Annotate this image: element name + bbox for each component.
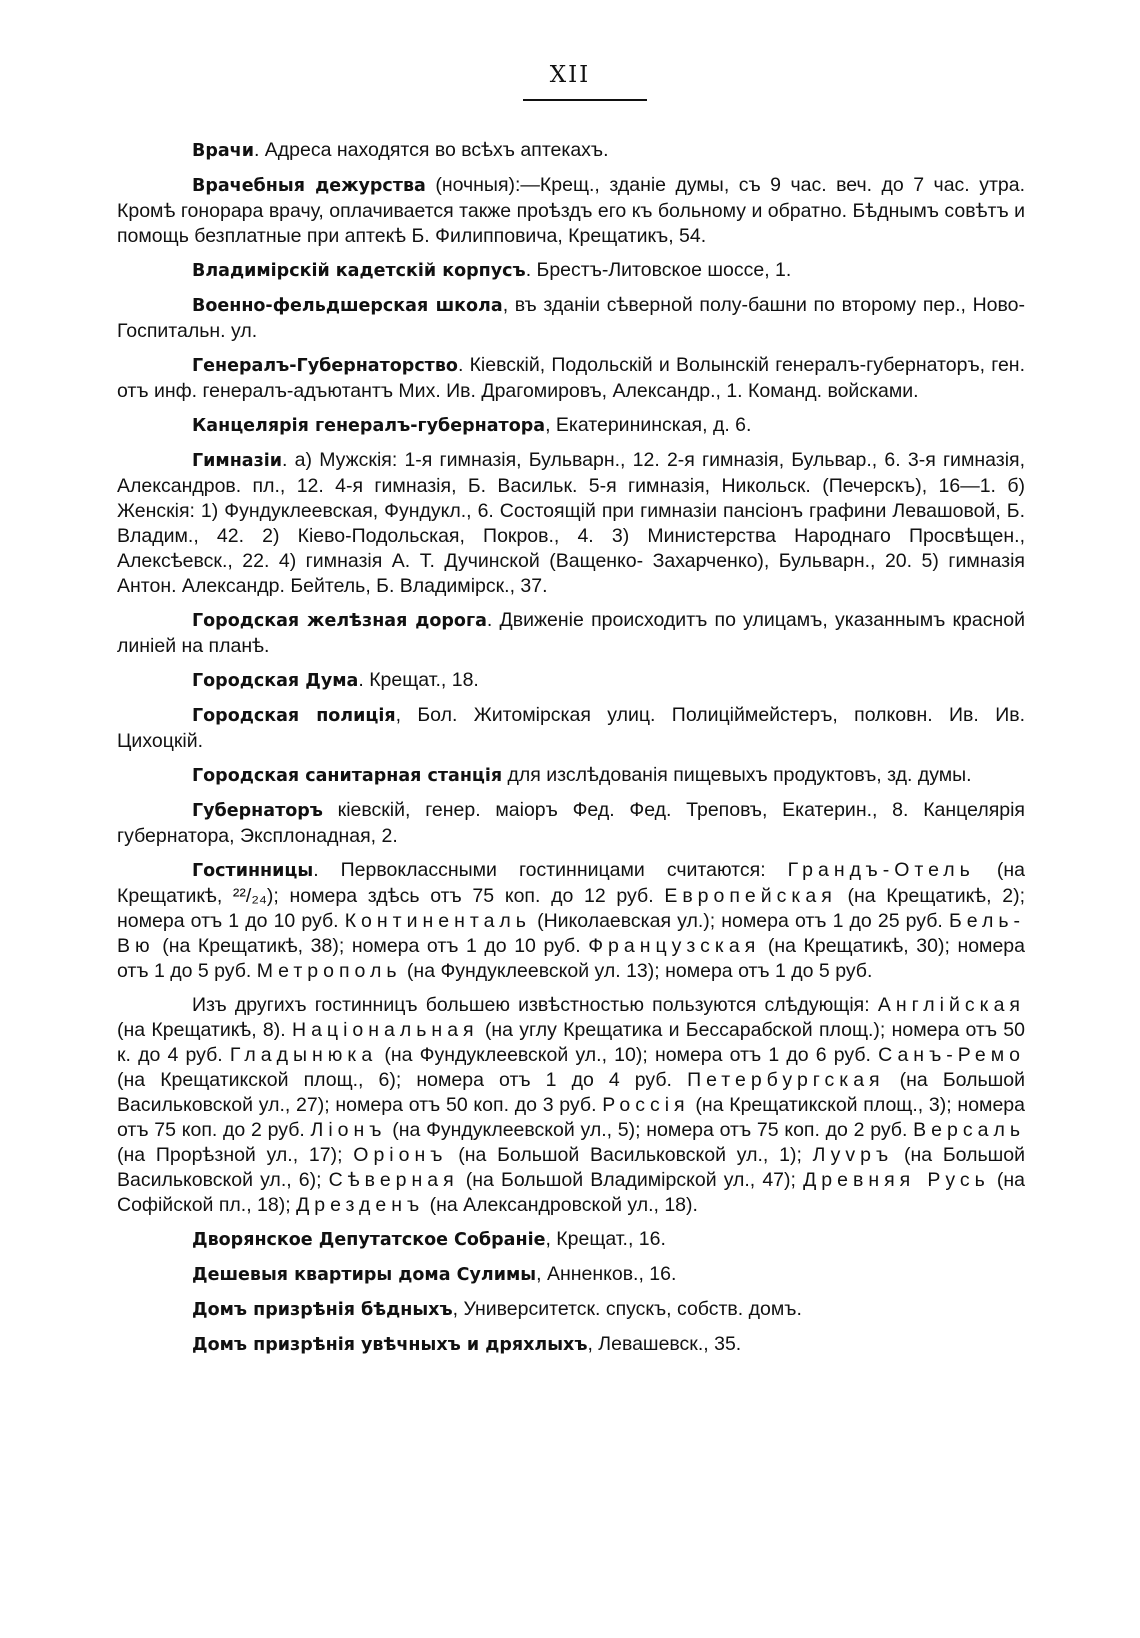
entry-text: (на Крещатикской площ., 6); номера отъ 1 до 4 руб. bbox=[117, 1069, 688, 1091]
entry-text: . Кіевскій, Подольскій и Волынскій генералъ-губернаторъ, ген. отъ инф. генералъ-адъютантъ Мих. Ив. Драгомировъ, Александр., 1. Команд. войсками. bbox=[117, 354, 1025, 402]
entry-text: (на Прорѣзной ул., 17); bbox=[117, 1144, 354, 1166]
entry-text: (на Крещатикѣ, 38); номера отъ 1 до 10 руб. bbox=[154, 935, 589, 957]
entry-text: , Крещат., 16. bbox=[545, 1228, 666, 1250]
entry-nobility-assembly bbox=[117, 1227, 1025, 1253]
entry-doctors bbox=[117, 138, 1025, 164]
entry-text: (на Большой Васильковской ул., 6); bbox=[117, 1144, 1025, 1191]
hotel-name: Англійская bbox=[877, 994, 1025, 1016]
entry-governor-general bbox=[117, 353, 1025, 404]
entry-text: (на Александровской ул., 18). bbox=[424, 1194, 698, 1216]
entry-text: (на Фундуклеевской ул. 13); номера отъ 1 до 5 руб. bbox=[401, 960, 873, 982]
entry-heading: Врачебныя дежурства bbox=[192, 176, 426, 196]
entry-doctor-duty bbox=[117, 173, 1025, 249]
entry-heading: Домъ призрѣнія бѣдныхъ bbox=[192, 1300, 453, 1320]
hotel-name: Національная bbox=[292, 1019, 479, 1041]
hotel-name: Версаль bbox=[913, 1119, 1025, 1141]
header-rule bbox=[523, 99, 647, 101]
entry-text: . а) Мужскія: 1-я гимназія, Бульварн., 12. 2-я гимназія, Бульвар., 6. 3-я гимназія, Александров. пл., 12. 4-я гимназія, Б. Васильк. 5-я гимназія, Никольск. (Печерскъ), 16—1. б) Женскія: 1) Фундуклеевская, Фундукл., 6. Состоящій при гимназіи пансіонъ графини Левашовой, Б. Владим., 42. 2) Кіево-Подольская, Покров., 4. 3) Министерства Народнаго Просвѣщен., Алексѣевск., 22. 4) гимназія А. Т. Дучинской (Ващенко- Захарченко), Бульварн., 20. 5) гимназія Антон. Александр. Бейтель, Б. Владимірск., 37. bbox=[117, 449, 1025, 597]
hotel-name: Петербургская bbox=[687, 1069, 885, 1091]
entry-text: (на Крещатикской площ., 3); номера отъ 75 коп. до 2 руб. bbox=[117, 1094, 1025, 1141]
entry-heading: Гостинницы bbox=[192, 861, 314, 881]
page-number: XII bbox=[549, 62, 591, 88]
entry-city-police bbox=[117, 703, 1025, 754]
entry-text: (на Большой Владимірской ул., 47); bbox=[458, 1169, 804, 1191]
entry-heading: Городская Дума bbox=[192, 671, 359, 691]
hotel-name: Сѣверная bbox=[328, 1169, 459, 1191]
entry-text: кіевскій, генер. маіоръ Фед. Фед. Треповъ, Екатерин., 8. Канцелярія губернатора, Эксплонадная, 2. bbox=[117, 799, 1025, 847]
hotel-name: Древняя Русь bbox=[803, 1169, 990, 1191]
hotel-name: Оріонъ bbox=[353, 1144, 448, 1166]
entry-text: (Николаевская ул.); номера отъ 1 до 25 руб. bbox=[530, 910, 949, 932]
hotel-name: Бель-Вю bbox=[117, 910, 1025, 957]
hotel-name: Гладынюка bbox=[229, 1044, 378, 1066]
entry-governor bbox=[117, 798, 1025, 849]
entry-heading: Владимірскій кадетскій корпусъ bbox=[192, 261, 526, 281]
entry-heading: Городская желѣзная дорога bbox=[192, 611, 487, 631]
entry-sanitary-station bbox=[117, 763, 1025, 789]
entry-text: , Анненков., 16. bbox=[536, 1263, 677, 1285]
entry-text: (на углу Крещатика и Бессарабской площ.); номера отъ 50 к. до 4 руб. bbox=[117, 1019, 1025, 1066]
entry-text: . Адреса находятся во всѣхъ аптекахъ. bbox=[253, 139, 609, 161]
entry-heading: Дешевыя квартиры дома Сулимы bbox=[192, 1265, 537, 1285]
entry-heading: Гимназіи bbox=[192, 451, 283, 471]
entry-text: (на Большой Васильковской ул., 1); bbox=[447, 1144, 813, 1166]
entry-city-duma bbox=[117, 668, 1025, 694]
entry-text: . Брестъ-Литовское шоссе, 1. bbox=[525, 259, 792, 281]
entry-text: (на Крещатикѣ, 2); номера отъ 1 до 10 руб. bbox=[117, 885, 1025, 932]
hotel-name: Континенталь bbox=[344, 910, 531, 932]
hotel-name: Луvръ bbox=[812, 1144, 894, 1166]
entry-text: (на Большой Васильковской ул., 27); номера отъ 50 коп. до 3 руб. bbox=[117, 1069, 1025, 1116]
hotel-name: Европейская bbox=[664, 885, 837, 907]
entry-text: (на Софійской пл., 18); bbox=[117, 1169, 1025, 1216]
hotel-name: Французская bbox=[588, 935, 761, 957]
hotel-name: Метрополь bbox=[256, 960, 402, 982]
entry-text: (ночныя):—Крещ., зданіе думы, съ 9 час. веч. до 7 час. утра. Кромѣ гонорара врачу, оплачивается также проѣздъ его къ больному и обратно. Бѣднымъ совѣтъ и помощь безплатные при аптекѣ Б. Филипповича, Крещатикъ, 54. bbox=[117, 174, 1025, 247]
entry-cheap-apartments bbox=[117, 1262, 1025, 1288]
entry-text: (на Крещатикѣ, 8). bbox=[117, 1019, 292, 1041]
entry-text: для изслѣдованія пищевыхъ продуктовъ, зд. думы. bbox=[502, 764, 972, 786]
entry-text: , въ зданіи сѣверной полу-башни по второму пер., Ново-Госпитальн. ул. bbox=[117, 294, 1026, 342]
entry-poorhouse bbox=[117, 1297, 1025, 1323]
entry-text: , Екатерининская, д. 6. bbox=[545, 414, 752, 436]
entry-text: (на Фундуклеевской ул., 5); номера отъ 75 коп. до 2 руб. bbox=[386, 1119, 914, 1141]
entry-text: , Университетск. спускъ, собств. домъ. bbox=[452, 1298, 802, 1320]
hotel-name: Россія bbox=[602, 1094, 690, 1116]
entry-chancellery bbox=[117, 413, 1025, 439]
hotel-name: Грандъ-Отель bbox=[787, 859, 975, 881]
entry-heading: Губернаторъ bbox=[192, 801, 323, 821]
entry-text: , Левашевск., 35. bbox=[587, 1333, 742, 1355]
entry-text: (на Крещатикѣ, 30); номера отъ 1 до 5 руб. bbox=[117, 935, 1025, 982]
entry-text: . Движеніе происходитъ по улицамъ, указаннымъ красной линіей на планѣ. bbox=[117, 609, 1025, 657]
entry-almshouse bbox=[117, 1332, 1025, 1358]
entry-gymnasiums bbox=[117, 448, 1025, 599]
entry-hotels bbox=[117, 858, 1025, 984]
entry-heading: Городская санитарная станція bbox=[192, 766, 503, 786]
entry-heading: Дворянское Депутатское Собраніе bbox=[192, 1230, 546, 1250]
entry-text: (на Крещатикѣ, ²²/₂₄); номера здѣсь отъ 75 коп. до 12 руб. bbox=[117, 859, 1025, 907]
hotel-name: Санъ-Ремо bbox=[878, 1044, 1025, 1066]
entry-heading: Генералъ-Губернаторство bbox=[192, 356, 458, 376]
entry-text: , Бол. Житомірская улиц. Полиціймейстеръ, полковн. Ив. Ив. Цихоцкій. bbox=[117, 704, 1025, 752]
entry-cadet-corps bbox=[117, 258, 1025, 284]
entry-heading: Военно-фельдшерская школа bbox=[192, 296, 503, 316]
hotel-name: Ліонъ bbox=[310, 1119, 387, 1141]
entry-text: Изъ другихъ гостинницъ большею извѣстностью пользуются слѣдующія: bbox=[192, 994, 878, 1016]
entry-other-hotels bbox=[117, 993, 1025, 1218]
entry-heading: Городская полиція bbox=[192, 706, 396, 726]
entry-heading: Врачи bbox=[192, 141, 254, 161]
entry-text: (на Фундуклеевской ул., 10); номера отъ 1 до 6 руб. bbox=[377, 1044, 879, 1066]
entry-heading: Домъ призрѣнія увѣчныхъ и дряхлыхъ bbox=[192, 1335, 588, 1355]
entry-city-railway bbox=[117, 608, 1025, 659]
entry-text: . Первоклассными гостинницами считаются: bbox=[313, 859, 788, 881]
document-body bbox=[117, 138, 1025, 1367]
entry-heading: Канцелярія генералъ-губернатора bbox=[192, 416, 546, 436]
entry-feldsher-school bbox=[117, 293, 1025, 344]
hotel-name: Дрезденъ bbox=[296, 1194, 425, 1216]
entry-text: . Крещат., 18. bbox=[358, 669, 479, 691]
